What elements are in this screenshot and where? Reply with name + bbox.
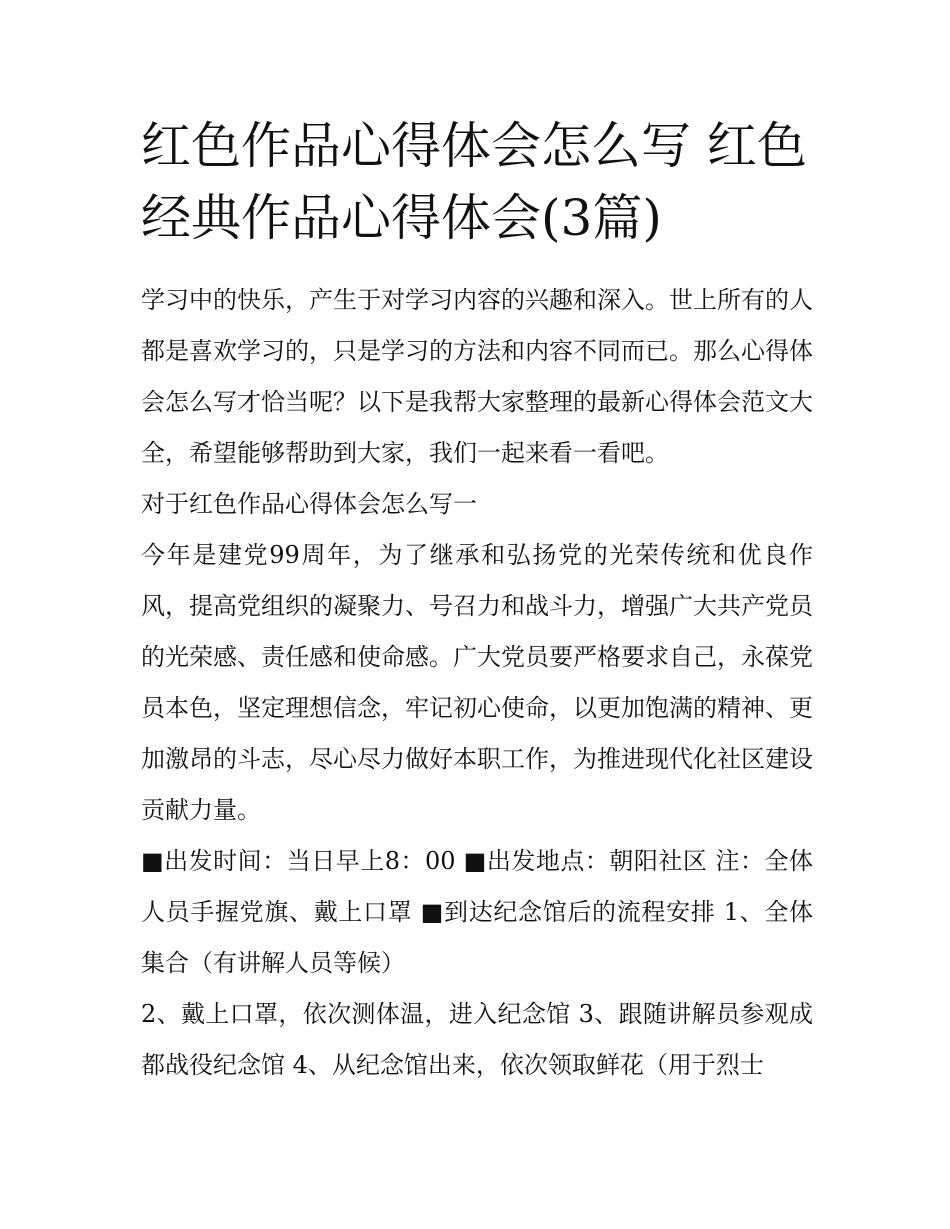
body-paragraph: 2、戴上口罩，依次测体温，进入纪念馆 3、跟随讲解员参观成都战役纪念馆 4、从纪念馆出来，依次领取鲜花（用于烈士 xyxy=(141,1000,813,1079)
section-heading: 对于红色作品心得体会怎么写一 xyxy=(141,490,477,518)
document-title: 红色作品心得体会怎么写 红色经典作品心得体会(3篇) xyxy=(141,117,807,247)
body-paragraph: ■出发时间：当日早上8：00 ■出发地点：朝阳社区 注：全体人员手握党旗、戴上口罩 ■到达纪念馆后的流程安排 1、全体集合（有讲解人员等候） xyxy=(141,847,813,977)
intro-paragraph: 学习中的快乐，产生于对学习内容的兴趣和深入。世上所有的人都是喜欢学习的，只是学习的方法和内容不同而已。那么心得体会怎么写才恰当呢？以下是我帮大家整理的最新心得体会范文大全，希望能够帮助到大家，我们一起来看一看吧。 xyxy=(141,286,813,467)
body-paragraph: 今年是建党99周年，为了继承和弘扬党的光荣传统和优良作风，提高党组织的凝聚力、号召力和战斗力，增强广大共产党员的光荣感、责任感和使命感。广大党员要严格要求自己，永葆党员本色，坚定理想信念，牢记初心使命，以更加饱满的精神、更加激昂的斗志，尽心尽力做好本职工作，为推进现代化社区建设贡献力量。 xyxy=(141,541,813,824)
document-page xyxy=(141,110,813,1091)
